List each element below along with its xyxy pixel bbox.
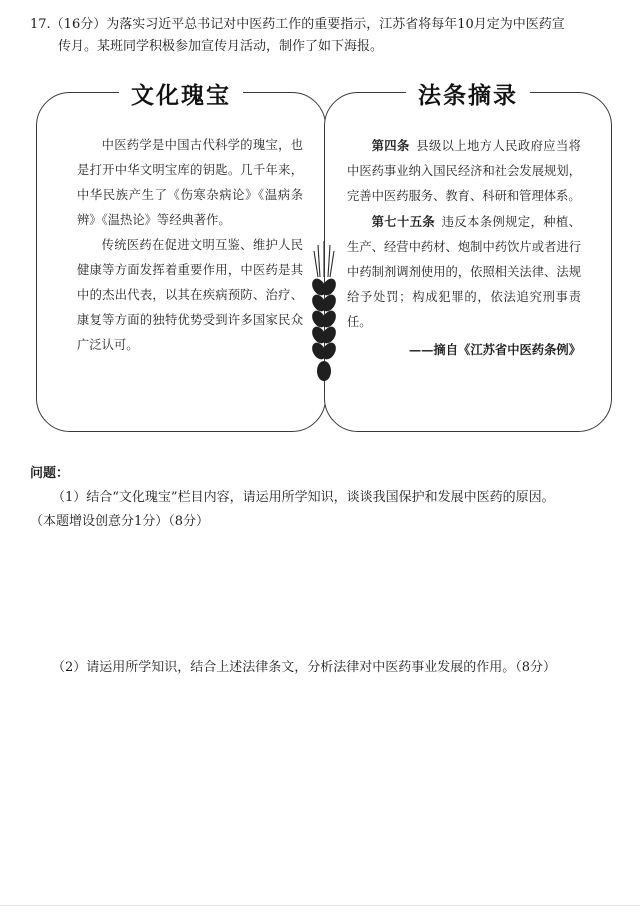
wheat-icon (304, 237, 344, 387)
page-bottom-divider (0, 905, 640, 906)
article-4 (347, 133, 581, 209)
question-1: （1）结合“文化瑰宝”栏目内容，请运用所学知识，谈谈我国保护和发展中医药的原因。 (52, 490, 555, 505)
law-excerpt-title (325, 77, 611, 110)
culture-treasure-title-text: 文化瑰宝 (119, 83, 243, 109)
article-4-label: 第四条 (371, 138, 410, 153)
culture-treasure-title (37, 77, 325, 110)
law-excerpt-body (347, 133, 581, 362)
culture-treasure-panel (36, 83, 326, 432)
article-4-text: 县级以上地方人民政府应当将中医药事业纳入国民经济和社会发展规划，完善中医药服务、教育、科研和管理体系。 (347, 139, 581, 203)
law-excerpt-title-text: 法条摘录 (406, 83, 530, 109)
questions-section (30, 462, 630, 675)
law-source: ——摘自《江苏省中医药条例》 (408, 342, 581, 357)
question-header (30, 14, 620, 58)
question-header-line-2: 传月。某班同学积极参加宣传月活动，制作了如下海报。 (58, 39, 384, 54)
culture-treasure-body (77, 133, 303, 358)
question-1-score: （本题增设创意分1分）（8分） (30, 514, 210, 529)
law-excerpt-panel (324, 83, 612, 432)
article-75 (347, 209, 581, 335)
article-75-text: 违反本条例规定，种植、生产、经营中药材、炮制中药饮片或者进行中药制剂调剂使用的，依照相关法律、法规给予处罚；构成犯罪的，依法追究刑事责任。 (347, 215, 581, 329)
article-75-label: 第七十五条 (371, 214, 436, 229)
question-header-line-1: 17.（16分）为落实习近平总书记对中医药工作的重要指示，江苏省将每年10月定为中医药宣 (30, 17, 565, 32)
poster (36, 83, 612, 432)
questions-label: 问题： (30, 466, 70, 481)
culture-paragraph-2: 传统医药在促进文明互鉴、维护人民健康等方面发挥着重要作用，中医药是其中的杰出代表，以其在疾病预防、治疗、康复等方面的独特优势受到许多国家民众广泛认可。 (77, 238, 303, 352)
question-2: （2）请运用所学知识，结合上述法律条文，分析法律对中医药事业发展的作用。（8分） (52, 660, 557, 675)
culture-paragraph-1: 中医药学是中国古代科学的瑰宝，也是打开中华文明宝库的钥匙。几千年来，中华民族产生了《伤寒杂病论》《温病条辨》《温热论》等经典著作。 (77, 138, 303, 227)
